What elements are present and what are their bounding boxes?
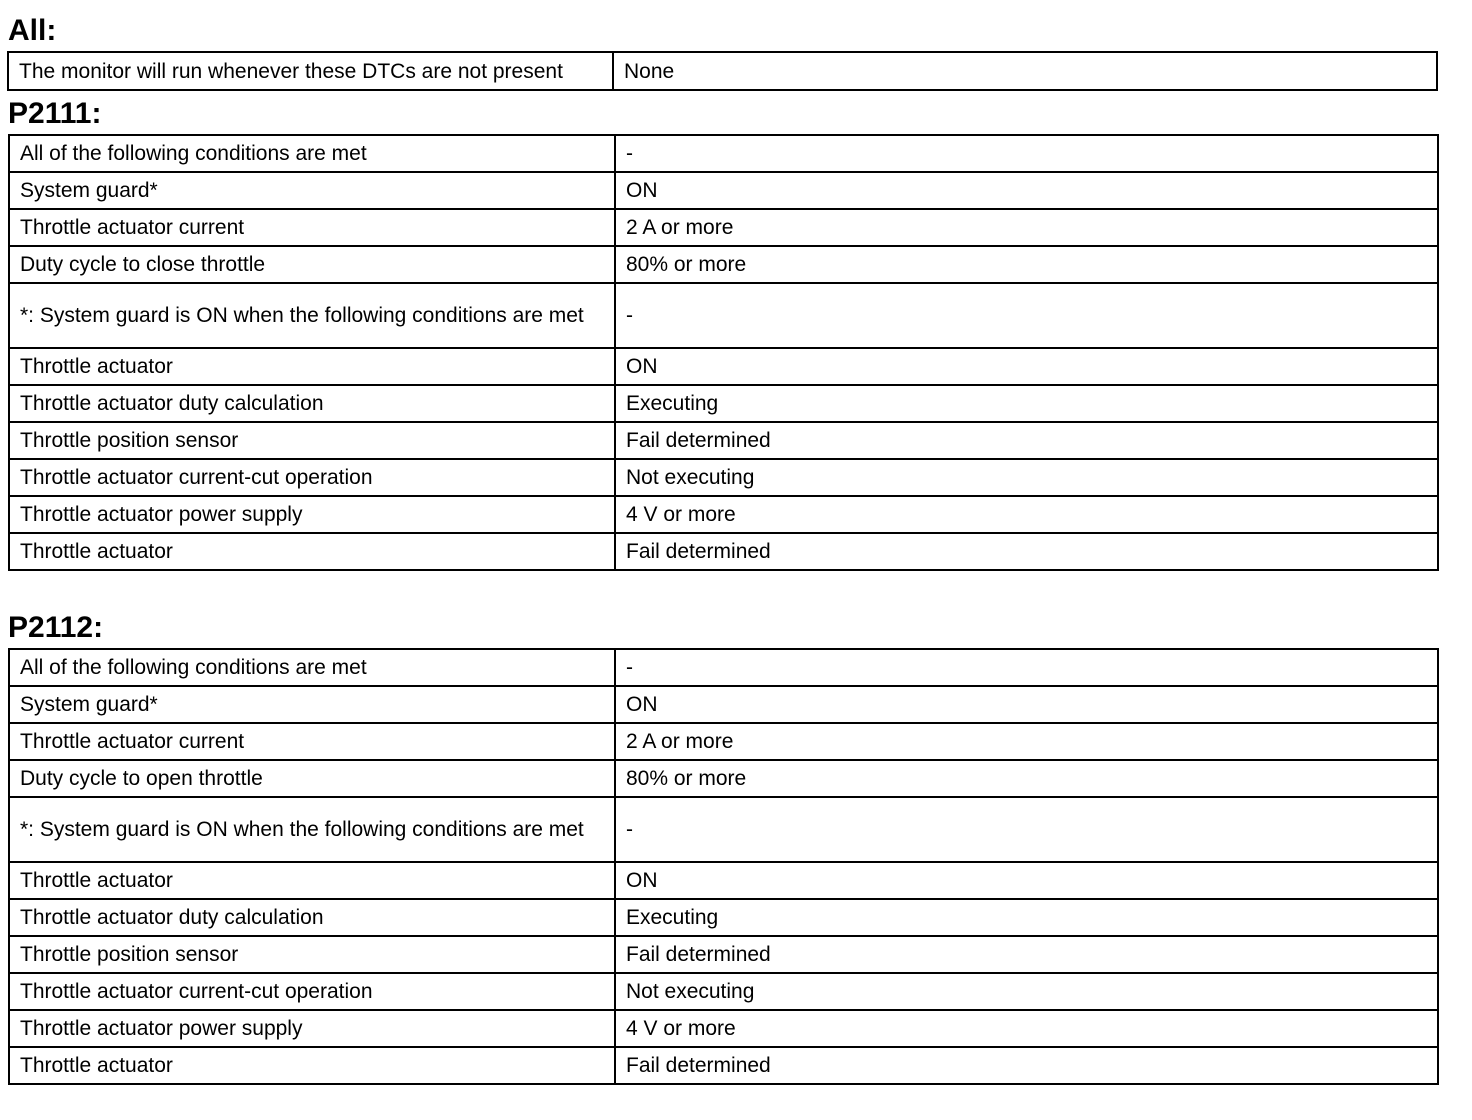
table-row [9, 283, 1438, 348]
table-row [9, 936, 1438, 973]
conditions-table-p2111 [8, 134, 1439, 571]
section-title-p2111: P2111: [8, 97, 102, 130]
condition-cell: Duty cycle to close throttle [9, 246, 615, 283]
table-row [9, 1047, 1438, 1084]
table-row [9, 172, 1438, 209]
table-row [9, 348, 1438, 385]
value-cell: - [615, 283, 1438, 348]
conditions-table-p2112 [8, 648, 1439, 1085]
value-cell: ON [615, 686, 1438, 723]
table-row [9, 246, 1438, 283]
condition-cell: Throttle position sensor [9, 422, 615, 459]
table-row [9, 135, 1438, 172]
table-row [9, 760, 1438, 797]
condition-cell: *: System guard is ON when the following conditions are met [9, 797, 615, 862]
value-cell: 80% or more [615, 760, 1438, 797]
value-cell: Fail determined [615, 533, 1438, 570]
table-row [9, 899, 1438, 936]
condition-cell: System guard* [9, 172, 615, 209]
value-cell: - [615, 649, 1438, 686]
table-row [9, 385, 1438, 422]
table-row [9, 797, 1438, 862]
condition-cell: Throttle actuator power supply [9, 1010, 615, 1047]
condition-cell: Throttle actuator [9, 1047, 615, 1084]
table-row [9, 496, 1438, 533]
section-title-all: All: [8, 14, 57, 47]
value-cell: Not executing [615, 973, 1438, 1010]
condition-cell: Throttle actuator duty calculation [9, 385, 615, 422]
condition-cell: The monitor will run whenever these DTCs are not present [8, 52, 613, 90]
table-row [9, 209, 1438, 246]
table-row [9, 533, 1438, 570]
condition-cell: All of the following conditions are met [9, 649, 615, 686]
condition-cell: Throttle actuator duty calculation [9, 899, 615, 936]
table-row [9, 723, 1438, 760]
value-cell: Fail determined [615, 1047, 1438, 1084]
table-row [9, 459, 1438, 496]
condition-cell: Throttle actuator current [9, 209, 615, 246]
condition-cell: Throttle actuator current-cut operation [9, 973, 615, 1010]
value-cell: - [615, 135, 1438, 172]
value-cell: Executing [615, 385, 1438, 422]
table-row [9, 422, 1438, 459]
condition-cell: Throttle actuator [9, 533, 615, 570]
value-cell: ON [615, 348, 1438, 385]
condition-cell: System guard* [9, 686, 615, 723]
value-cell: 2 A or more [615, 209, 1438, 246]
condition-cell: Throttle position sensor [9, 936, 615, 973]
condition-cell: Duty cycle to open throttle [9, 760, 615, 797]
table-row [9, 686, 1438, 723]
condition-cell: Throttle actuator current-cut operation [9, 459, 615, 496]
table-row [9, 649, 1438, 686]
value-cell: 80% or more [615, 246, 1438, 283]
condition-cell: Throttle actuator current [9, 723, 615, 760]
conditions-table-all [7, 51, 1438, 91]
value-cell: Fail determined [615, 936, 1438, 973]
condition-cell: Throttle actuator power supply [9, 496, 615, 533]
value-cell: Not executing [615, 459, 1438, 496]
table-row [9, 1010, 1438, 1047]
value-cell: 4 V or more [615, 1010, 1438, 1047]
section-title-p2112: P2112: [8, 611, 104, 644]
value-cell: None [613, 52, 1437, 90]
table-row [8, 52, 1437, 90]
table-row [9, 862, 1438, 899]
value-cell: Executing [615, 899, 1438, 936]
value-cell: 4 V or more [615, 496, 1438, 533]
table-row [9, 973, 1438, 1010]
value-cell: ON [615, 172, 1438, 209]
condition-cell: *: System guard is ON when the following conditions are met [9, 283, 615, 348]
value-cell: 2 A or more [615, 723, 1438, 760]
value-cell: Fail determined [615, 422, 1438, 459]
value-cell: ON [615, 862, 1438, 899]
value-cell: - [615, 797, 1438, 862]
condition-cell: All of the following conditions are met [9, 135, 615, 172]
condition-cell: Throttle actuator [9, 862, 615, 899]
condition-cell: Throttle actuator [9, 348, 615, 385]
